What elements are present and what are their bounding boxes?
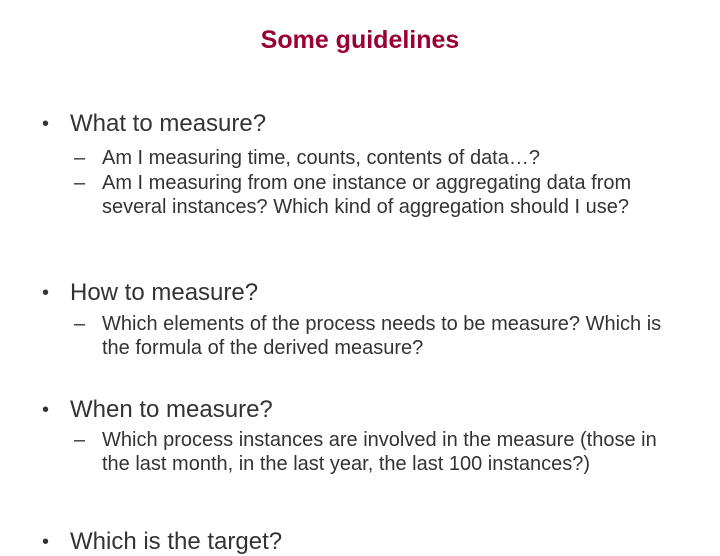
sub-marker: – <box>74 429 86 451</box>
sub-text: Am I measuring from one instance or aggregating data from several instances? Which kind of aggregation should I use? <box>102 172 632 218</box>
bullet-text: Which is the target? <box>70 528 283 555</box>
bullet-marker: • <box>42 399 50 421</box>
sub-text: Which elements of the process needs to be measure? Which is the formula of the derived measure? <box>102 313 662 359</box>
bullet-marker: • <box>42 113 50 135</box>
sub-item <box>74 146 674 170</box>
sub-marker: – <box>74 313 86 335</box>
bullet-text: How to measure? <box>70 279 259 306</box>
bullet-marker: • <box>42 531 50 553</box>
sub-marker: – <box>74 147 86 169</box>
sub-item <box>74 312 674 360</box>
bullet-marker: • <box>42 282 50 304</box>
sub-text: Which process instances are involved in the measure (those in the last month, in the last year, the last 100 instances?) <box>102 429 657 475</box>
slide-title: Some guidelines <box>260 26 460 54</box>
sub-text: Am I measuring time, counts, contents of data…? <box>102 147 540 169</box>
sub-item <box>74 428 674 476</box>
bullet-text: When to measure? <box>70 396 273 423</box>
sub-item <box>74 171 674 219</box>
sub-marker: – <box>74 172 86 194</box>
bullet-text: What to measure? <box>70 110 267 137</box>
